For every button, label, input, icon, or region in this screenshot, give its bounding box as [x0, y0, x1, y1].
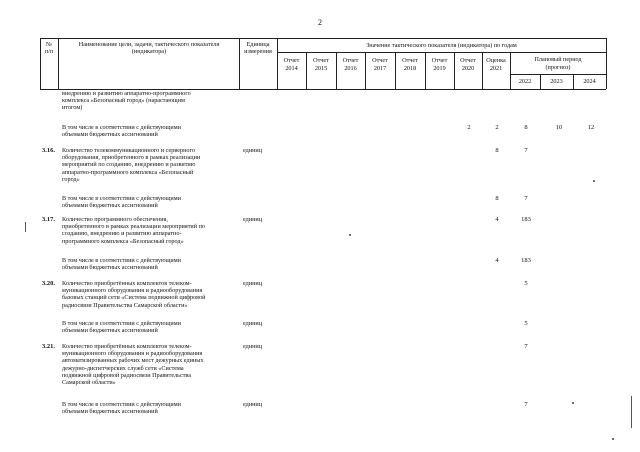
value-2022: 5: [524, 320, 528, 327]
header-no: №: [46, 41, 52, 48]
header-unit: Единица: [246, 41, 270, 48]
row-number: 3.21.: [42, 343, 55, 350]
value-2021: 4: [495, 216, 499, 223]
row-description: В том числе в соответствии с действующими объемами бюджетных ассигнований: [62, 195, 181, 210]
row-unit: единиц: [243, 320, 263, 327]
value-2020: 2: [467, 124, 471, 131]
value-2024: 12: [587, 124, 595, 131]
value-2022: 5: [524, 280, 528, 287]
value-2022: 7: [524, 343, 528, 350]
page-number: 2: [318, 18, 322, 27]
row-unit: единиц: [243, 147, 263, 154]
value-2022: 183: [521, 216, 531, 223]
header-plan-year: 2022: [518, 78, 532, 85]
row-number: 3.20.: [42, 280, 55, 287]
header-name: Наименование цели, задачи, тактического показателя: [78, 41, 220, 48]
scan-speck: [349, 234, 351, 236]
value-2021: 2: [495, 124, 499, 131]
row-description: внедрению и развитию аппаратно-программного комплекса «Безопасный город» (нарастающим итогом): [62, 90, 191, 112]
header-year: 2018: [403, 65, 417, 72]
table-header: [40, 38, 606, 89]
row-unit: единиц: [243, 401, 263, 408]
value-2021: 8: [495, 147, 499, 154]
header-year: 2016: [344, 65, 357, 72]
header-year: 2017: [373, 65, 387, 72]
header-year: 2014: [285, 65, 298, 72]
header-values-group: Значение тактического показателя (индикатора) по годам: [366, 42, 517, 49]
header-year: 2021: [489, 65, 503, 72]
scan-speck: [612, 438, 614, 440]
header-year-label: Отчет: [372, 57, 388, 64]
header-plan-year: 2024: [583, 78, 596, 85]
value-2021: 4: [495, 257, 499, 264]
header-year-label: Отчет: [342, 57, 359, 64]
row-description: Количество приобретённых комплектов телеком- муникационного оборудования и радиооборудования базовых станций сети «Система подвижной цифровой радиосвязи Правительства Самарской области»: [62, 280, 206, 309]
value-2022: 8: [524, 124, 528, 131]
scan-speck: [572, 402, 574, 404]
header-year-label: Оценка: [486, 57, 506, 64]
header-unit-sub: измерения: [244, 48, 272, 55]
header-plan-year: 2023: [550, 78, 563, 85]
value-2022: 7: [524, 147, 528, 154]
header-year-label: Отчет: [460, 57, 476, 64]
header-year: 2019: [433, 65, 446, 72]
row-unit: единиц: [243, 343, 263, 350]
row-number: 3.16.: [42, 147, 55, 154]
row-description: В том числе в соответствии с действующими объемами бюджетных ассигнований: [62, 320, 181, 335]
row-number: 3.17.: [42, 216, 55, 223]
header-year-label: Отчет: [313, 57, 329, 64]
value-2022: 7: [524, 401, 528, 408]
header-plan-sub: (прогноз): [545, 64, 571, 71]
scan-speck: [593, 180, 595, 182]
row-description: Количество программного обеспечения, приобретенного в рамках реализации мероприятий по созданию, внедрению и развитию аппаратно- программного комплекса «Безопасный город»: [62, 216, 205, 245]
scan-edge-mark: [25, 222, 26, 232]
row-description: В том числе в соответствии с действующими объемами бюджетных ассигнований: [62, 124, 181, 139]
row-description: В том числе в соответствии с действующими объемами бюджетных ассигнований: [62, 257, 181, 272]
header-year-label: Отчет: [283, 57, 300, 64]
header-year: 2015: [314, 65, 328, 72]
value-2022: 7: [524, 195, 528, 202]
row-unit: единиц: [243, 280, 263, 287]
value-2023: 10: [555, 124, 563, 131]
header-name-sub: (индикатора): [131, 48, 167, 55]
header-year: 2020: [461, 65, 475, 72]
header-no-sub: п/п: [44, 48, 54, 55]
row-description: В том числе в соответствии с действующими объемами бюджетных ассигнований: [62, 401, 181, 416]
value-2021: 8: [495, 195, 499, 202]
row-unit: единиц: [243, 216, 263, 223]
header-year-label: Отчет: [431, 57, 448, 64]
row-description: Количество телекоммуникационного и серверного оборудования, приобретенного в рамках реализации мероприятий по созданию, внедрению и развитию аппаратно-программного комплекса «Безопасный город»: [62, 147, 201, 183]
header-plan: Плановый период: [534, 56, 582, 63]
scan-edge-mark: [631, 396, 632, 428]
header-year-label: Отчет: [402, 57, 418, 64]
value-2022: 183: [521, 257, 531, 264]
row-description: Количество приобретённых комплектов телеком- муникационного оборудования и радиооборудования автоматизированных рабочих мест дежурных единых дежурно-диспетчерских служб сети «Система подвижной цифровой радиосвязи Правительства Самарской области»: [62, 343, 204, 387]
